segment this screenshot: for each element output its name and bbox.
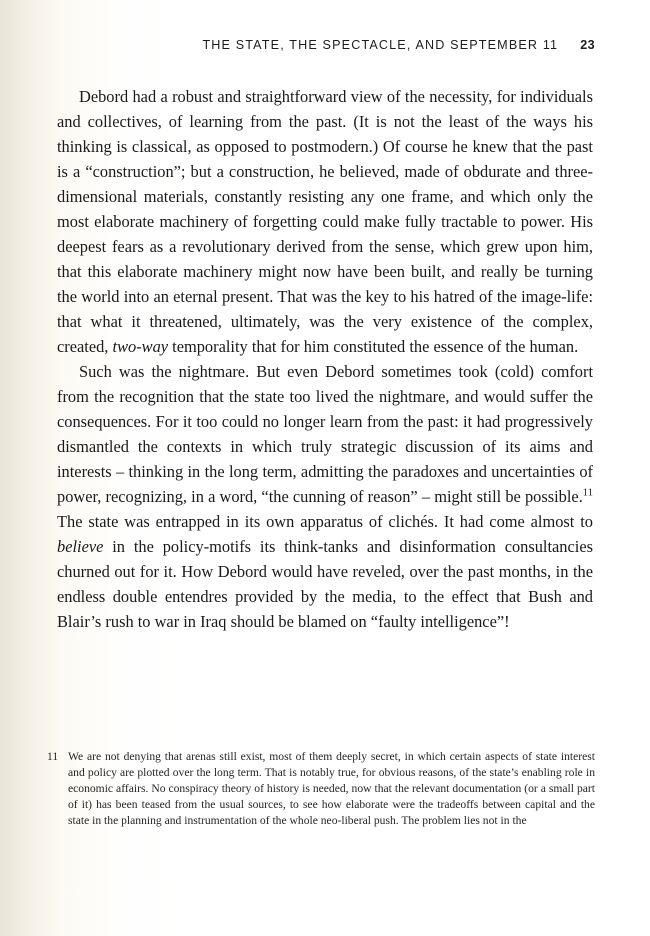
paragraph-2-part-2: The state was entrapped in its own apparatus of clichés. It had come almost to <box>57 512 593 531</box>
running-head-title: THE STATE, THE SPECTACLE, AND SEPTEMBER 11 <box>202 38 559 52</box>
paragraph-1-emphasis-two-way: two-way <box>112 337 169 356</box>
footnote-item <box>47 749 595 829</box>
paragraph-2 <box>57 359 593 634</box>
footnote-text: We are not denying that arenas still exist, most of them deeply secret, in which certain aspects of state interest and policy are plotted over the long term. That is notably true, for obvious reasons, of the state’s enabling role in economic affairs. No conspiracy theory of history is needed, now that the relevant documentation (or a small part of it) has been teased from the usual sources, to see how elaborate were the tradeoffs between capital and the state in the planning and instrumentation of the whole neo-liberal push. The problem lies not in the <box>68 750 595 828</box>
paragraph-2-part-3: in the policy-motifs its think-tanks and disinformation consultancies churned out for it. How Debord would have reveled, over the past months, in the endless double entendres provided by the media, to the effect that Bush and Blair’s rush to war in Iraq should be blamed on “faulty intelligence”! <box>57 537 593 631</box>
footnote-reference-11[interactable]: 11 <box>582 487 593 499</box>
paragraph-2-part-1: Such was the nightmare. But even Debord sometimes took (cold) comfort from the recognition that the state too lived the nightmare, and would suffer the consequences. For it too could no longer learn from the past: it had progressively dismantled the contexts in which truly strategic discussion of its aims and interests – thinking in the long term, admitting the paradoxes and uncertainties of power, recognizing, in a word, “the cunning of reason” – might still be possible. <box>57 362 593 506</box>
paragraph-1-part-2: temporality that for him constituted the essence of the human. <box>168 337 579 356</box>
paragraph-1 <box>57 84 593 359</box>
paragraph-2-emphasis-believe: believe <box>57 537 104 556</box>
footnote-number: 11 <box>47 750 59 763</box>
page-number: 23 <box>580 38 595 52</box>
running-head <box>57 38 595 60</box>
body-text-column <box>57 84 593 634</box>
footnote-block <box>47 749 595 829</box>
paragraph-1-part-1: Debord had a robust and straightforward view of the necessity, for individuals and collectives, of learning from the past. (It is not the least of the ways his thinking is classical, as opposed to postmodern.) Of course he knew that the past is a “construction”; but a construction, he believed, made of obdurate and three-dimensional materials, constantly resisting any one frame, and which only the most elaborate machinery of forgetting could make fully tractable to power. His deepest fears as a revolutionary derived from the sense, which grew upon him, that this elaborate machinery might now have been built, and really be turning the world into an eternal present. That was the key to his hatred of the image-life: that what it threatened, ultimately, was the very existence of the complex, created, <box>57 87 593 356</box>
